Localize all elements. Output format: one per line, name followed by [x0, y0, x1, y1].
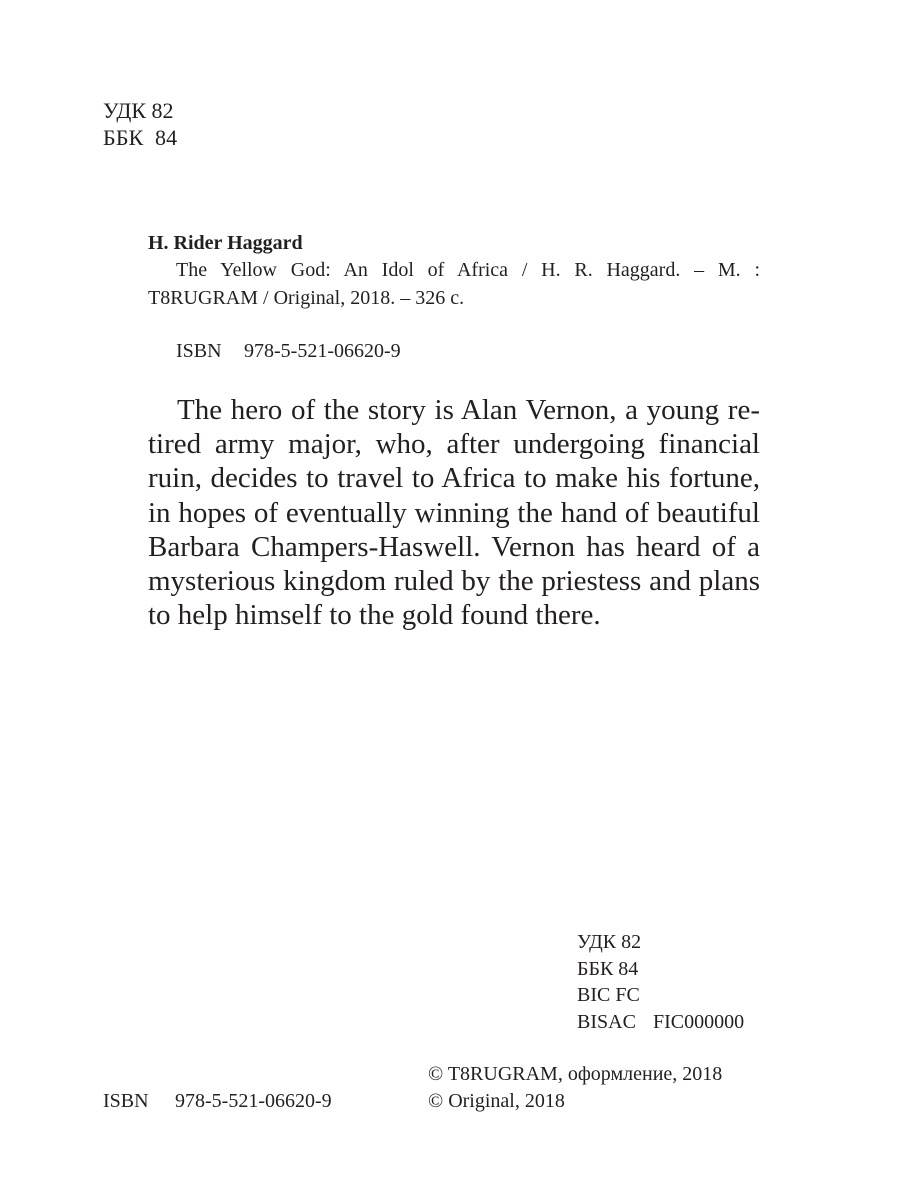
copyright-original: © Original, 2018 [428, 1090, 565, 1112]
summary-line: mysterious kingdom ruled by the priestess and plans [148, 564, 760, 597]
bottom-isbn [103, 1088, 332, 1115]
summary-line: Barbara Champers-Haswell. Vernon has heard of a [148, 530, 760, 563]
summary-line: in hopes of eventually winning the hand of beautiful [148, 496, 760, 529]
book-summary [148, 393, 760, 632]
bottom-classification-codes [577, 929, 744, 1035]
top-classification-codes [103, 97, 177, 151]
udk-code: УДК 82 [103, 98, 174, 123]
bisac-code [577, 1009, 744, 1036]
bisac-value: FIC000000 [653, 1010, 745, 1033]
bisac-label: BISAC [577, 1010, 636, 1033]
bbk-code: ББК 84 [103, 125, 178, 150]
bibliographic-publisher-line: T8RUGRAM / Original, 2018. – 326 с. [148, 287, 465, 309]
isbn-label: ISBN [176, 340, 222, 362]
isbn-value: 978-5-521-06620-9 [244, 340, 401, 362]
udk-code: УДК 82 [577, 931, 642, 953]
summary-line: ruin, decides to travel to Africa to make his fortune, [148, 462, 760, 495]
copyright-design: © T8RUGRAM, оформление, 2018 [428, 1063, 723, 1085]
author-name: H. Rider Haggard [148, 232, 303, 254]
summary-line: to help himself to the gold found there. [148, 599, 601, 632]
summary-line: The hero of the story is Alan Vernon, a young re- [177, 394, 760, 426]
isbn-value: 978-5-521-06620-9 [175, 1090, 332, 1112]
isbn-label: ISBN [103, 1090, 149, 1112]
bic-code: BIC FC [577, 984, 640, 1006]
bbk-code: ББК 84 [577, 957, 639, 980]
isbn-record [176, 338, 401, 364]
bibliographic-title-line: The Yellow God: An Idol of Africa / H. R. Haggard. – M. : [176, 259, 760, 281]
summary-line: tired army major, who, after undergoing financial [148, 428, 760, 461]
copyright-notices [428, 1061, 722, 1115]
